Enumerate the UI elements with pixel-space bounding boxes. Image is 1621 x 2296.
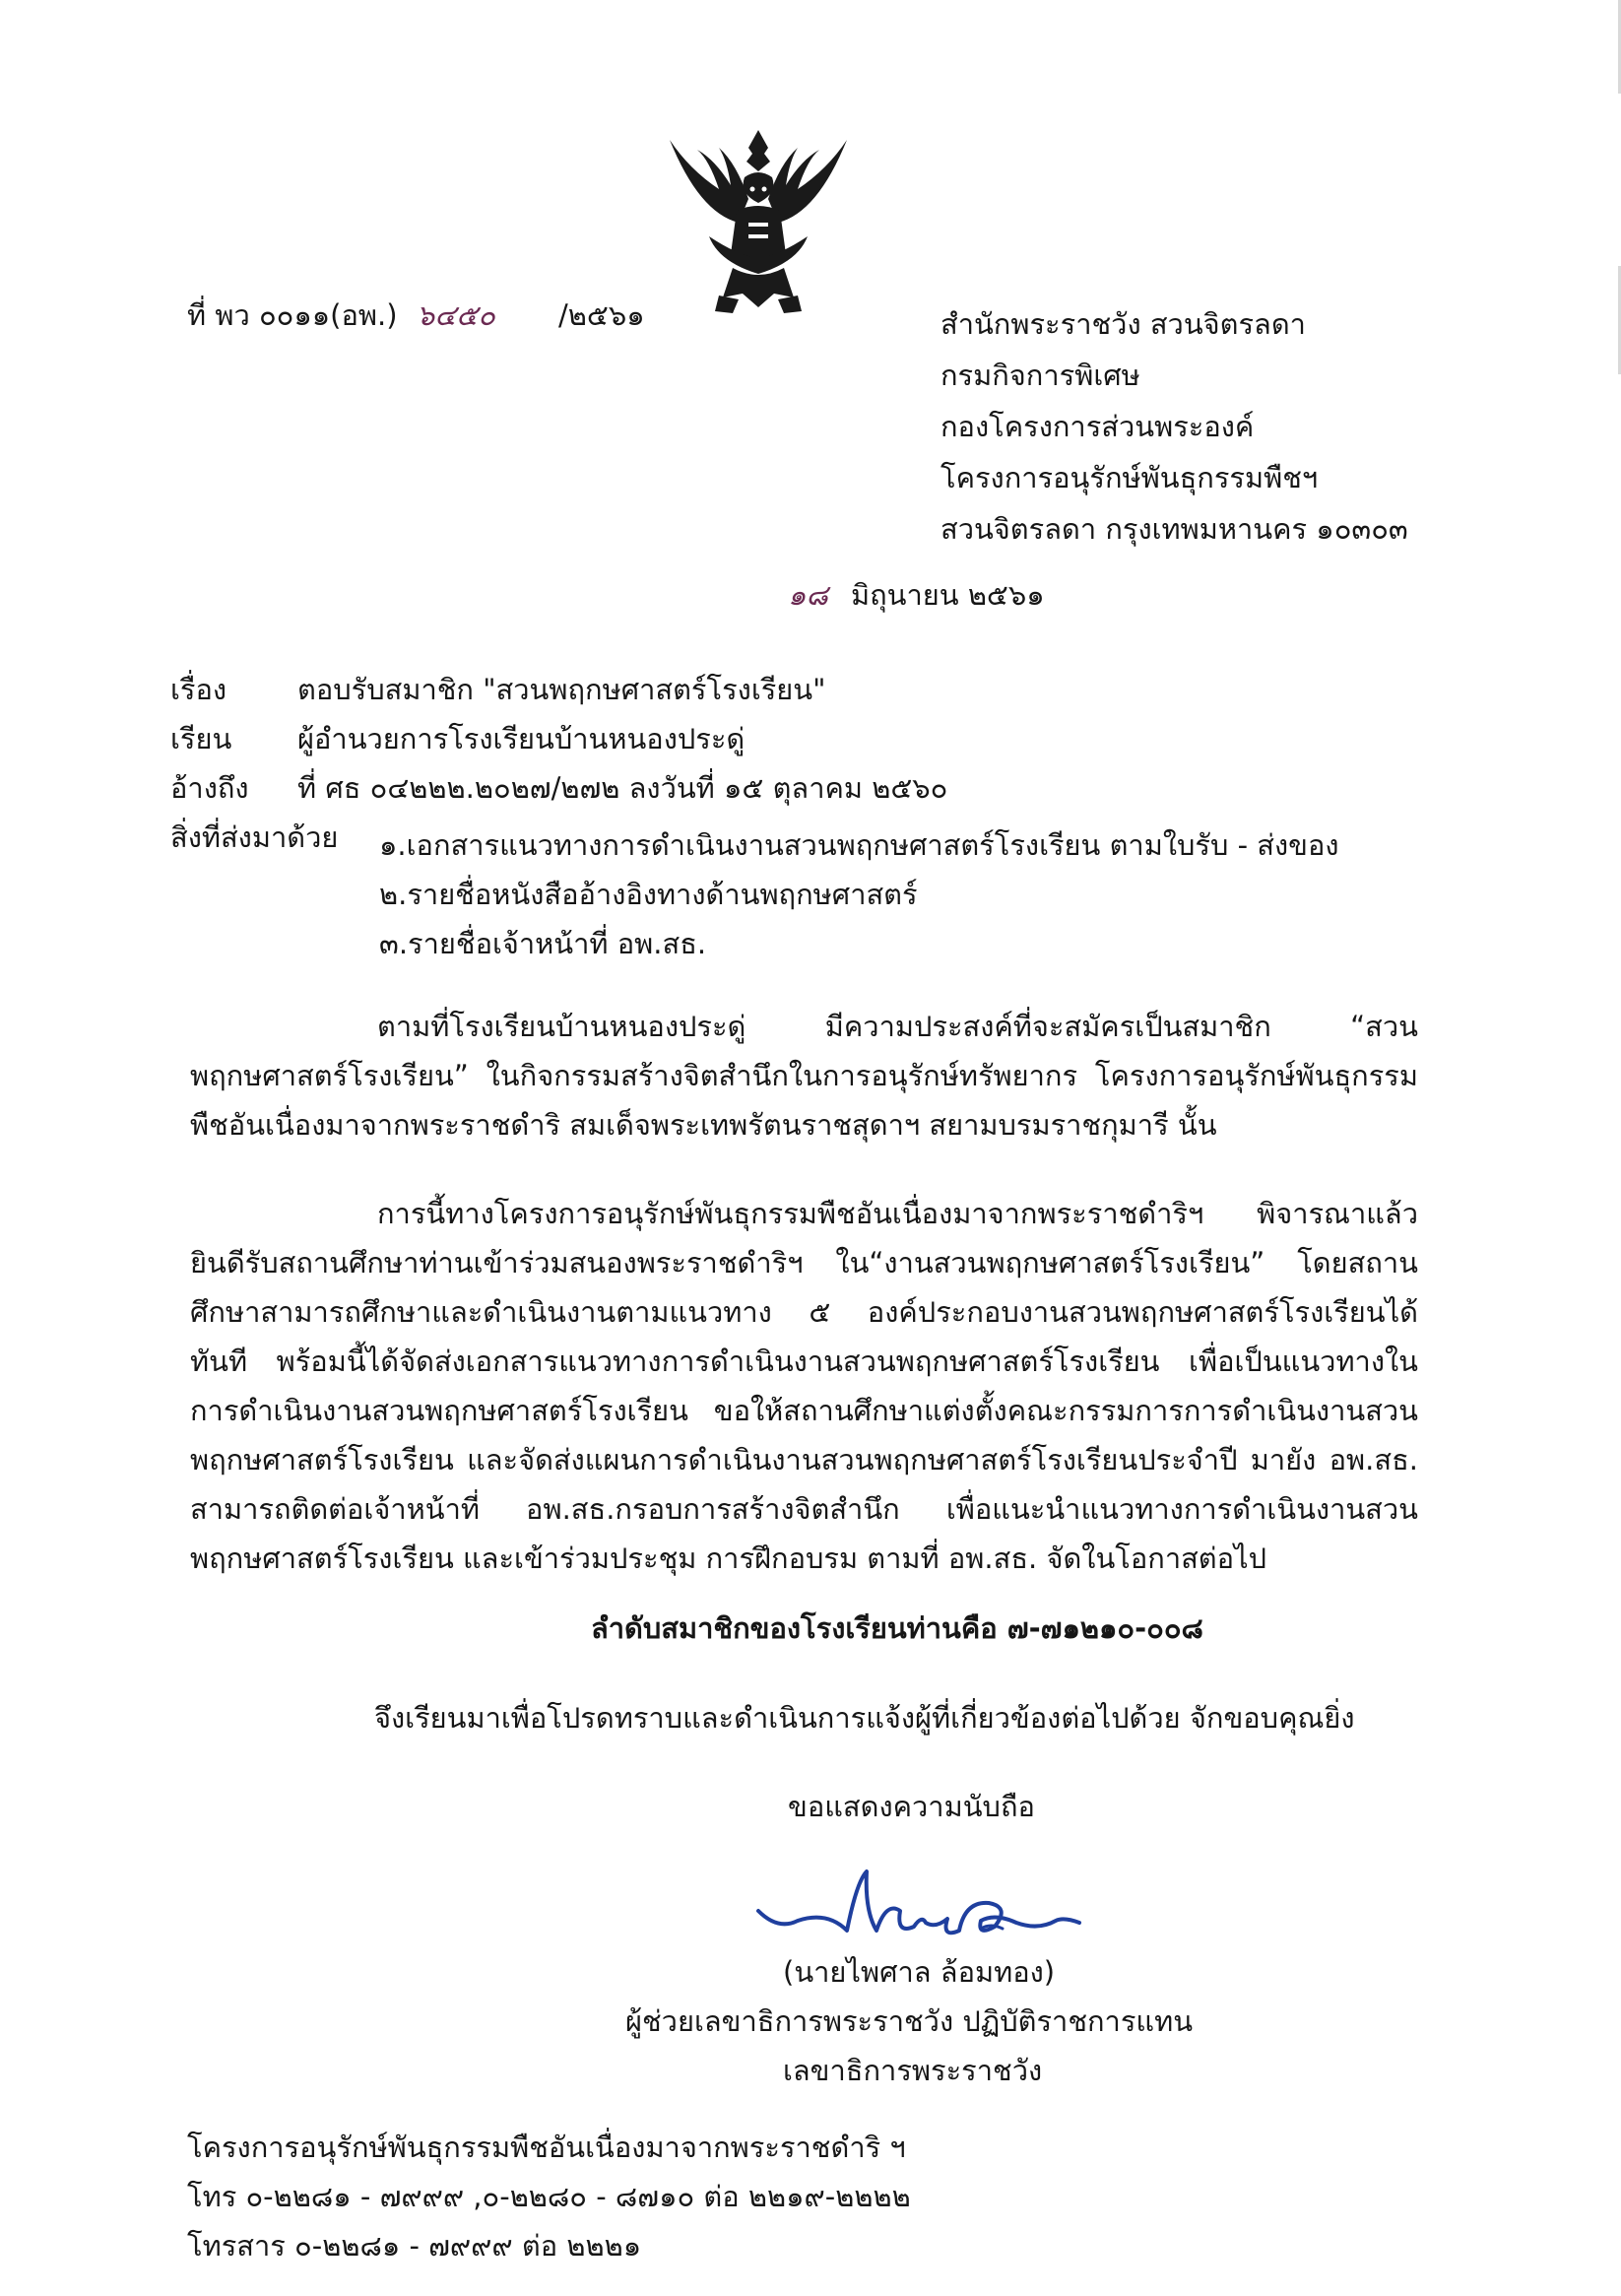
signatory-title: เลขาธิการพระราชวัง — [783, 2054, 1043, 2087]
sender-address-line: สวนจิตรลดา กรุงเทพมหานคร ๑๐๓๐๓ — [940, 512, 1408, 546]
body-paragraph-2: การนี้ทางโครงการอนุรักษ์พันธุกรรมพืชอันเนื่องมาจากพระราชดำริฯ พิจารณาแล้ว ยินดีรับสถานศึกษาท่านเข้าร่วมสนองพระราชดำริฯ ใน“งานสวนพฤกษศาสตร์โรงเรียน” โดยสถานศึกษาสามารถศึกษาและดำเนินงานตามแนวทาง ๕ องค์ประกอบงานสวนพฤกษศาสตร์โรงเรียนได้ทันที พร้อมนี้ได้จัดส่งเอกสารแนวทางการดำเนินงานสวนพฤกษศาสตร์โรงเรียน เพื่อเป็นแนวทางในการดำเนินงานสวนพฤกษศาสตร์โรงเรียน ขอให้สถานศึกษาแต่งตั้งคณะกรรมการการดำเนินงานสวนพฤกษศาสตร์โรงเรียน และจัดส่งแผนการดำเนินงานสวนพฤกษศาสตร์โรงเรียนประจำปี มายัง อพ.สธ. สามารถติดต่อเจ้าหน้าที่ อพ.สธ.กรอบการสร้างจิตสำนึก เพื่อแนะนำแนวทางการดำเนินงานสวนพฤกษศาสตร์โรงเรียน และเข้าร่วมประชุม การฝึกอบรม ตามที่ อพ.สธ. จัดในโอกาสต่อไป — [190, 1197, 1418, 1575]
signatory-name: (นายไพศาล ล้อมทอง) — [783, 1955, 1056, 1989]
reference-value: ที่ ศธ ๐๔๒๒๒.๒๐๒๗/๒๗๒ ลงวันที่ ๑๕ ตุลาคม ๒๕๖๐ — [297, 771, 948, 805]
body-paragraph-1: ตามที่โรงเรียนบ้านหนองประดู่ มีความประสงค์ที่จะสมัครเป็นสมาชิก “สวนพฤกษศาสตร์โรงเรียน” ในกิจกรรมสร้างจิตสำนึกในการอนุรักษ์ทรัพยากร โครงการอนุรักษ์พันธุกรรมพืชอันเนื่องมาจากพระราชดำริ สมเด็จพระเทพรัตนราชสุดาฯ สยามบรมราชกุมารี นั้น — [190, 1010, 1418, 1142]
addressee-label: เรียน — [170, 722, 232, 755]
closing-request: จึงเรียนมาเพื่อโปรดทราบและดำเนินการแจ้งผู้ที่เกี่ยวข้องต่อไปด้วย จักขอบคุณยิ่ง — [374, 1701, 1355, 1735]
enclosure-item: ๒.รายชื่อหนังสืออ้างอิงทางด้านพฤกษศาสตร์ — [379, 878, 918, 911]
handwritten-signature — [748, 1852, 1123, 1970]
sender-address-line: โครงการอนุรักษ์พันธุกรรมพืชฯ — [940, 461, 1319, 494]
handwritten-date-day: ๑๘ — [788, 578, 828, 612]
sender-address-line: กรมกิจการพิเศษ — [940, 359, 1140, 392]
enclosures-list — [379, 820, 1339, 968]
letter-date — [788, 578, 1045, 613]
handwritten-document-number: ๖๔๕๐ — [416, 298, 495, 332]
sender-address-line: กองโครงการส่วนพระองค์ — [940, 410, 1255, 443]
date-month-year: มิถุนายน ๒๕๖๑ — [851, 578, 1045, 612]
reference-number — [187, 298, 645, 333]
reference-label: อ้างถึง — [170, 771, 249, 805]
reference-label: ที่ พว ๐๐๑๑(อพ.) — [187, 298, 398, 332]
reference-year: /๒๕๖๑ — [558, 298, 645, 332]
addressee-value: ผู้อำนวยการโรงเรียนบ้านหนองประดู่ — [297, 722, 746, 755]
enclosure-item: ๑.เอกสารแนวทางการดำเนินงานสวนพฤกษศาสตร์โรงเรียน ตามใบรับ - ส่งของ — [379, 828, 1339, 862]
enclosures-label: สิ่งที่ส่งมาด้วย — [170, 820, 339, 854]
subject-label: เรื่อง — [170, 673, 227, 706]
enclosure-item: ๓.รายชื่อเจ้าหน้าที่ อพ.สธ. — [379, 927, 707, 960]
subject-value: ตอบรับสมาชิก "สวนพฤกษศาสตร์โรงเรียน" — [297, 673, 826, 706]
footer-fax: โทรสาร ๐-๒๒๘๑ - ๗๙๙๙ ต่อ ๒๒๒๑ — [187, 2229, 642, 2263]
sender-address-line: สำนักพระราชวัง สวนจิตรลดา — [940, 307, 1306, 341]
sender-address — [940, 298, 1408, 555]
footer-phone: โทร ๐-๒๒๘๑ - ๗๙๙๙ ,๐-๒๒๘๐ - ๘๗๑๐ ต่อ ๒๒๑๙-๒๒๒๒ — [187, 2180, 911, 2213]
signatory-position: ผู้ช่วยเลขาธิการพระราชวัง ปฏิบัติราชการแทน — [625, 2004, 1194, 2038]
garuda-emblem-icon — [650, 120, 867, 322]
closing-salutation: ขอแสดงความนับถือ — [788, 1790, 1035, 1823]
member-number: ลำดับสมาชิกของโรงเรียนท่านคือ ๗-๗๑๒๑๐-๐๐๘ — [591, 1611, 1203, 1645]
footer-office: โครงการอนุรักษ์พันธุกรรมพืชอันเนื่องมาจากพระราชดำริ ฯ — [187, 2131, 906, 2164]
